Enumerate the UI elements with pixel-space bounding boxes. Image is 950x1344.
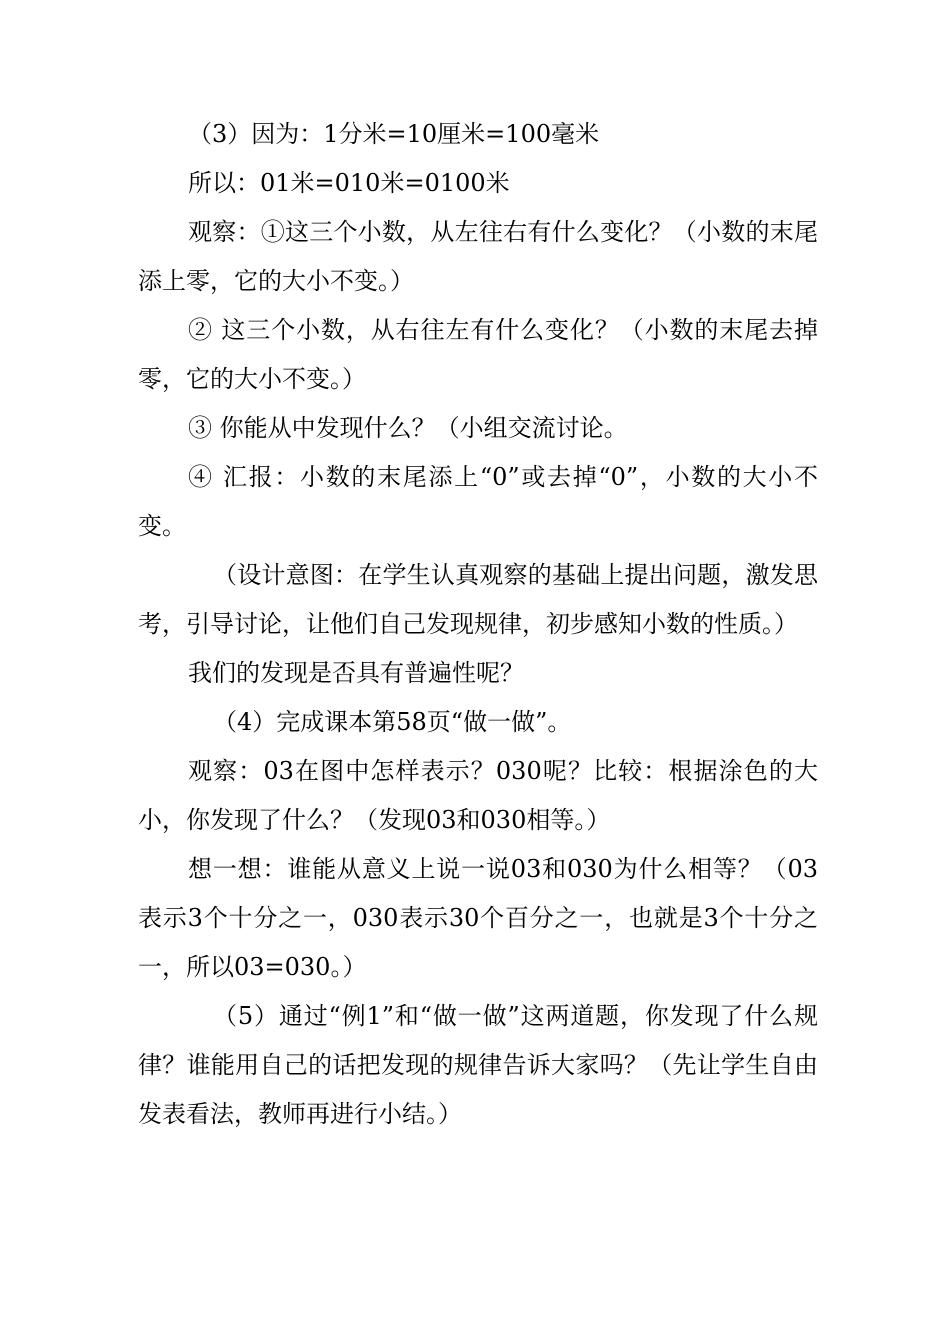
paragraph-think-meaning: 想一想：谁能从意义上说一说03和030为什么相等？（03表示3个十分之一，030表示30个百分之一，也就是3个十分之一，所以03=030。）: [138, 855, 818, 981]
paragraph-reason-units: （3）因为：1分米=10厘米=100毫米: [188, 120, 600, 148]
paragraph-universality-question: 我们的发现是否具有普遍性呢？: [188, 659, 524, 687]
paragraph-design-intent: （设计意图：在学生认真观察的基础上提出问题，激发思考，引导讨论，让他们自己发现规律，初步感知小数的性质。）: [138, 561, 818, 638]
paragraph-summary-rule: （5）通过“例1”和“做一做”这两道题，你发现了什么规律？谁能用自己的话把发现的规律告诉大家吗？（先让学生自由发表看法，教师再进行小结。）: [138, 1002, 818, 1128]
paragraph-observe-right-to-left: ② 这三个小数，从右往左有什么变化？（小数的末尾去掉零，它的大小不变。）: [138, 316, 818, 393]
paragraph-report: ④ 汇报：小数的末尾添上“0”或去掉“0”，小数的大小不变。: [138, 463, 818, 540]
paragraph-therefore-meters: 所以：01米=010米=0100米: [188, 169, 510, 197]
paragraph-discover: ③ 你能从中发现什么？（小组交流讨论。: [188, 414, 628, 442]
paragraph-observe-figure: 观察：03在图中怎样表示？030呢？比较：根据涂色的大小，你发现了什么？（发现03和030相等。）: [138, 757, 818, 834]
document-page: [138, 110, 818, 1139]
paragraph-textbook-exercise: （4）完成课本第58页“做一做”。: [213, 708, 572, 736]
paragraph-observe-left-to-right: 观察：①这三个小数，从左往右有什么变化？（小数的末尾添上零，它的大小不变。）: [138, 218, 818, 295]
